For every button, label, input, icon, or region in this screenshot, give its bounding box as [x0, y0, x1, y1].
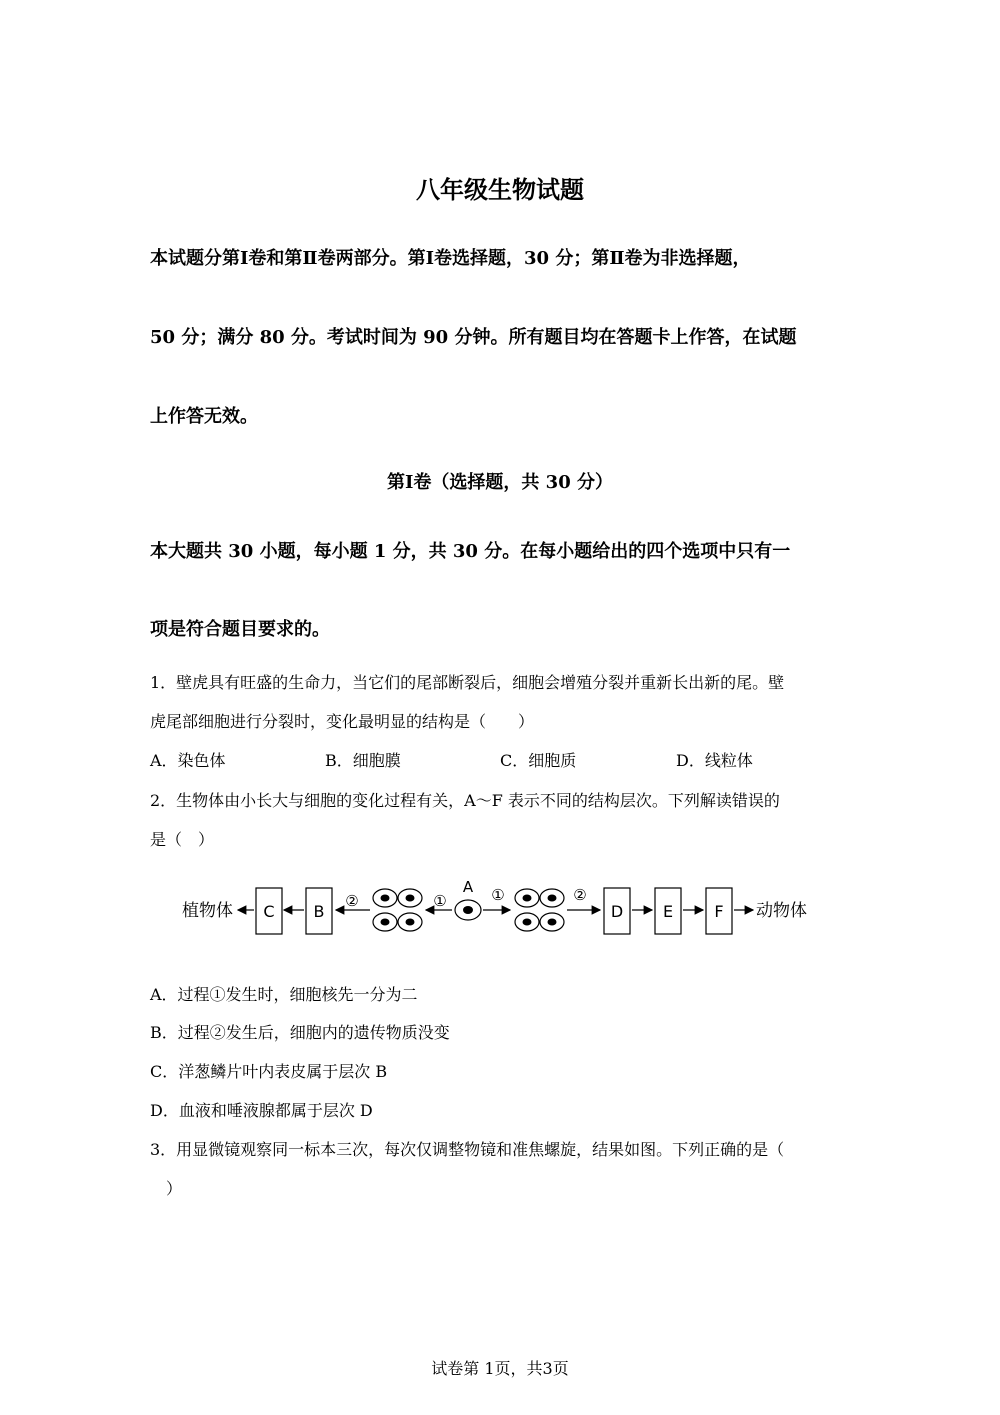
question-1-option-b: B．细胞膜 [325, 751, 401, 770]
section-instructions-1: 本大题共 30 小题，每小题 1 分，共 30 分。在每小题给出的四个选项中只有一 [150, 541, 791, 562]
intro-line-2: 50 分；满分 80 分。考试时间为 90 分钟。所有题目均在答题卡上作答，在试题 [150, 327, 797, 348]
page-footer: 试卷第 1页，共3页 [431, 1359, 569, 1378]
question-1-option-d: D．线粒体 [676, 751, 753, 770]
question-3-line-2: ） [150, 1179, 183, 1198]
box-b-label: B [313, 902, 325, 921]
single-cell-a [455, 900, 481, 920]
question-2-option-d: D．血液和唾液腺都属于层次 D [150, 1101, 373, 1120]
intro-line-1: 本试题分第Ⅰ卷和第Ⅱ卷两部分。第Ⅰ卷选择题，30 分；第Ⅱ卷为非选择题， [150, 248, 751, 269]
animal-body-label: 动物体 [756, 901, 807, 921]
question-1-line-2: 虎尾部细胞进行分裂时，变化最明显的结构是（ ） [150, 712, 535, 731]
question-2-option-a: A．过程①发生时，细胞核先一分为二 [150, 985, 418, 1004]
four-cell-group-left [373, 889, 422, 931]
question-1-option-c: C．细胞质 [500, 751, 577, 770]
intro-line-3: 上作答无效。 [150, 406, 258, 427]
process-1-right-label: ① [491, 886, 505, 904]
question-1-line-1: 1．壁虎具有旺盛的生命力，当它们的尾部断裂后，细胞会增殖分裂并重新长出新的尾。壁 [150, 673, 785, 692]
section-heading: 第Ⅰ卷（选择题，共 30 分） [386, 472, 613, 493]
section-instructions-2: 项是符合题目要求的。 [150, 619, 330, 640]
box-d-label: D [610, 902, 624, 921]
cell-structure-diagram [170, 870, 830, 945]
question-2-line-2: 是（ ） [150, 830, 215, 849]
question-3-line-1: 3．用显微镜观察同一标本三次，每次仅调整物镜和准焦螺旋，结果如图。下列正确的是（ [150, 1140, 785, 1159]
box-e-label: E [662, 902, 674, 921]
question-1-option-a: A．染色体 [150, 751, 226, 770]
cell-a-label: A [462, 878, 474, 896]
box-c-label: C [263, 902, 275, 921]
four-cell-group-right [515, 889, 564, 931]
process-2-right-label: ② [573, 886, 587, 904]
box-f-label: F [714, 902, 724, 921]
question-2-line-1: 2．生物体由小长大与细胞的变化过程有关，A～F 表示不同的结构层次。下列解读错误的 [150, 791, 780, 810]
question-2-option-b: B．过程②发生后，细胞内的遗传物质没变 [150, 1023, 450, 1042]
process-2-left-label: ② [345, 892, 359, 910]
question-2-option-c: C．洋葱鳞片叶内表皮属于层次 B [150, 1062, 388, 1081]
process-1-left-label: ① [433, 892, 447, 910]
page-title: 八年级生物试题 [416, 175, 584, 204]
plant-body-label: 植物体 [182, 901, 233, 921]
